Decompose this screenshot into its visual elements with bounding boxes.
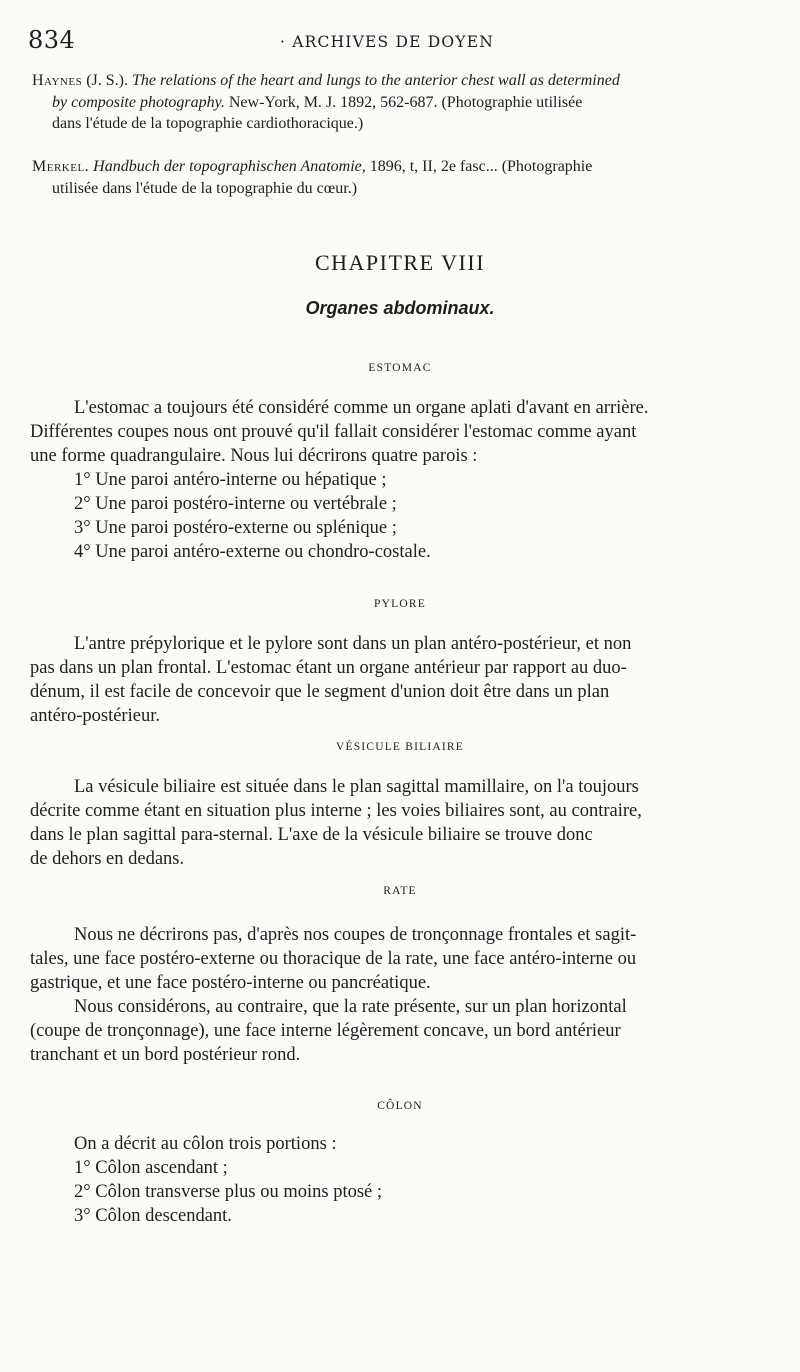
text-line: tales, une face postéro-externe ou thoracique de la rate, une face antéro-interne ou xyxy=(30,949,637,969)
text-line: Différentes coupes nous ont prouvé qu'il fallait considérer l'estomac comme ayant xyxy=(30,422,637,442)
section-heading-rate: RATE xyxy=(383,885,417,897)
section-heading-colon: CÔLON xyxy=(377,1100,423,1112)
text-line: On a décrit au côlon trois portions : xyxy=(74,1134,337,1154)
citation-details: 1896, t, II, 2e fasc... (Photographie xyxy=(369,158,593,175)
work-title-cont: by composite photography. xyxy=(52,93,225,111)
text-line: pas dans un plan frontal. L'estomac étant un organe antérieur par rapport au duo- xyxy=(30,658,627,678)
list-item: 3° Une paroi postéro-externe ou splénique ; xyxy=(74,518,397,538)
section-heading-estomac: ESTOMAC xyxy=(368,362,432,374)
text-line: tranchant et un bord postérieur rond. xyxy=(30,1045,301,1065)
running-title: · ARCHIVES DE DOYEN xyxy=(280,33,494,51)
section-body-colon xyxy=(30,1132,770,1228)
text-line: dénum, il est facile de concevoir que le segment d'union doit être dans un plan xyxy=(30,682,610,702)
text-line: décrite comme étant en situation plus interne ; les voies biliaires sont, au contraire, xyxy=(30,801,642,821)
bibliography-entry-haynes xyxy=(32,70,774,135)
work-title: Handbuch der topographischen Anatomie, xyxy=(93,158,366,175)
citation-details: New-York, M. J. 1892, 562-687. (Photographie utilisée xyxy=(228,93,583,111)
list-item: 1° Côlon ascendant ; xyxy=(74,1158,228,1178)
text-line: La vésicule biliaire est située dans le plan sagittal mamillaire, on l'a toujours xyxy=(74,777,639,797)
citation-note: dans l'étude de la topographie cardiothoracique.) xyxy=(52,115,364,132)
citation-note: utilisée dans l'étude de la topographie du cœur.) xyxy=(52,179,358,197)
list-item: 1° Une paroi antéro-interne ou hépatique ; xyxy=(74,470,387,490)
chapter-subtitle: Organes abdominaux. xyxy=(305,298,495,318)
chapter-title: CHAPITRE VIII xyxy=(314,250,486,275)
bibliography-entry-merkel xyxy=(32,156,774,199)
list-item: 2° Une paroi postéro-interne ou vertébrale ; xyxy=(74,494,397,514)
list-item: 3° Côlon descendant. xyxy=(74,1206,232,1226)
list-item: 2° Côlon transverse plus ou moins ptosé ; xyxy=(74,1182,383,1202)
text-line: Nous considérons, au contraire, que la rate présente, sur un plan horizontal xyxy=(74,997,627,1017)
author-name: Haynes xyxy=(32,72,83,89)
page-number: 834 xyxy=(28,26,76,54)
text-line: Nous ne décrirons pas, d'après nos coupes de tronçonnage frontales et sagit- xyxy=(74,925,637,945)
section-body-rate xyxy=(30,923,770,1067)
text-line: L'antre prépylorique et le pylore sont dans un plan antéro-postérieur, et non xyxy=(74,634,632,654)
section-body-estomac xyxy=(30,396,770,564)
author-name: Merkel. xyxy=(32,158,90,175)
text-line: (coupe de tronçonnage), une face interne légèrement concave, un bord antérieur xyxy=(30,1021,621,1041)
section-body-pylore xyxy=(30,632,770,728)
text-line: dans le plan sagittal para-sternal. L'axe de la vésicule biliaire se trouve donc xyxy=(30,825,593,845)
text-line: une forme quadrangulaire. Nous lui décrirons quatre parois : xyxy=(30,446,478,466)
section-heading-vesicule: VÉSICULE BILIAIRE xyxy=(335,741,465,753)
text-line: gastrique, et une face postéro-interne ou pancréatique. xyxy=(30,973,431,993)
text-line: antéro-postérieur. xyxy=(30,706,160,726)
section-heading-pylore: PYLORE xyxy=(374,598,426,610)
text-line: L'estomac a toujours été considéré comme un organe aplati d'avant en arrière. xyxy=(74,398,649,418)
author-initials: (J. S.). xyxy=(86,72,128,89)
text-line: de dehors en dedans. xyxy=(30,849,185,869)
work-title: The relations of the heart and lungs to the anterior chest wall as determined xyxy=(132,72,620,89)
list-item: 4° Une paroi antéro-externe ou chondro-costale. xyxy=(74,542,431,562)
section-body-vesicule xyxy=(30,775,770,871)
